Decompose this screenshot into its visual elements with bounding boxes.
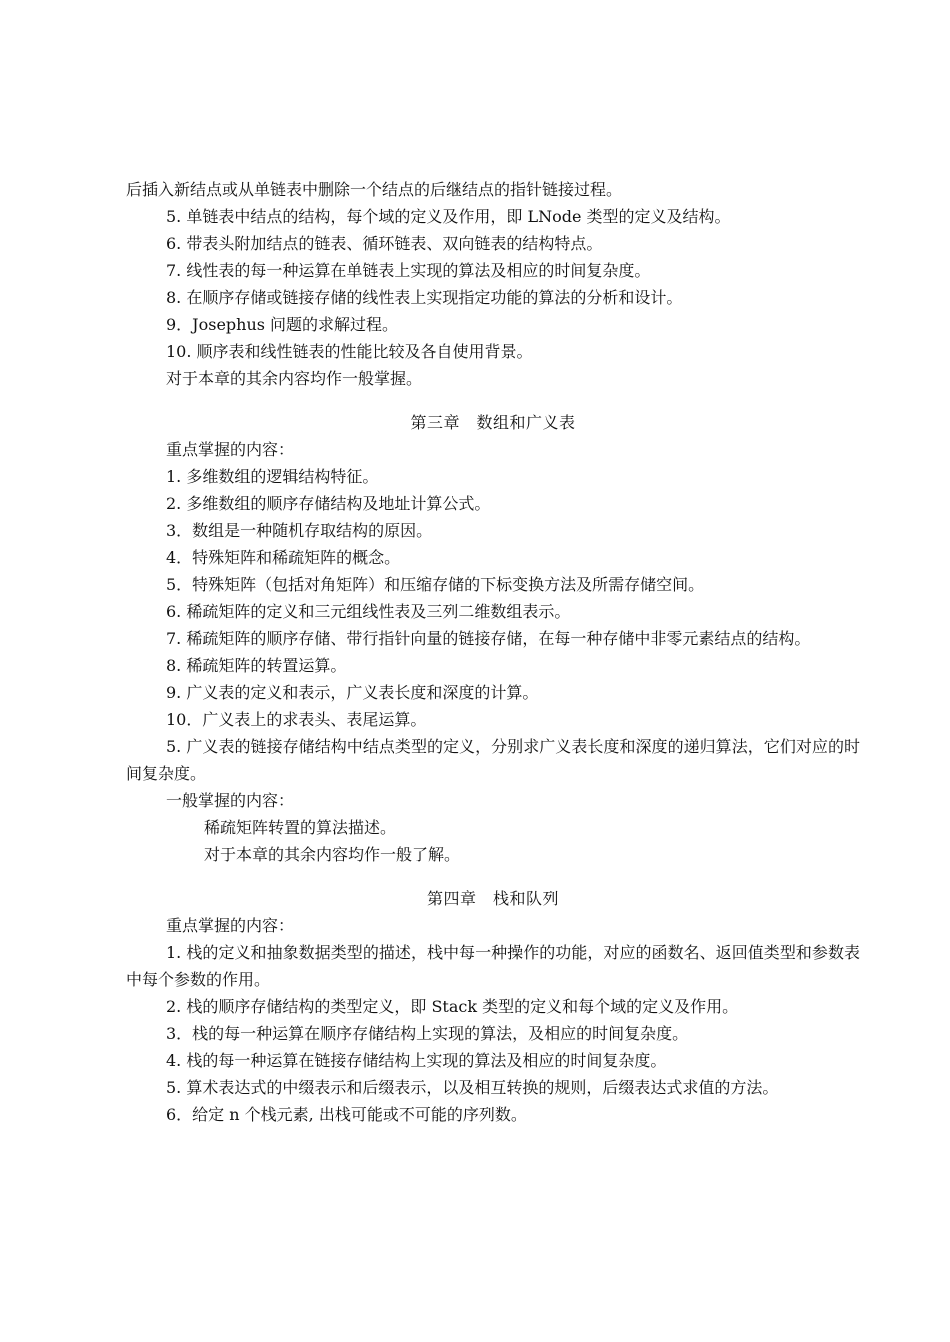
list-item: 9. 广义表的定义和表示，广义表长度和深度的计算。 — [166, 683, 539, 702]
section-heading: 重点掌握的内容： — [166, 916, 295, 935]
list-item: 3．数组是一种随机存取结构的原因。 — [166, 521, 433, 540]
list-item: 5. 算术表达式的中缀表示和后缀表示，以及相互转换的规则，后缀表达式求值的方法。 — [166, 1078, 779, 1097]
section-heading: 重点掌握的内容： — [166, 440, 295, 459]
list-item: 10. 顺序表和线性链表的性能比较及各自使用背景。 — [166, 342, 533, 361]
list-item: 6. 稀疏矩阵的定义和三元组线性表及三列二维数组表示。 — [166, 602, 571, 621]
list-item: 8. 在顺序存储或链接存储的线性表上实现指定功能的算法的分析和设计。 — [166, 288, 683, 307]
list-item: 6. 带表头附加结点的链表、循环链表、双向链表的结构特点。 — [166, 234, 603, 253]
general-item: 稀疏矩阵转置的算法描述。 — [204, 818, 397, 837]
chapter-title: 第三章 数组和广义表 — [410, 413, 576, 432]
list-item: 7. 稀疏矩阵的顺序存储、带行指针向量的链接存储，在每一种存储中非零元素结点的结构。 — [166, 629, 811, 648]
list-item: 2. 多维数组的顺序存储结构及地址计算公式。 — [166, 494, 491, 513]
chapter-title: 第四章 栈和队列 — [426, 889, 559, 908]
continuation-line: 后插入新结点或从单链表中删除一个结点的后继结点的指针链接过程。 — [126, 180, 623, 199]
list-item: 5. 单链表中结点的结构，每个域的定义及作用，即 LNode 类型的定义及结构。 — [166, 207, 731, 226]
list-item: 6．给定 n 个栈元素, 出栈可能或不可能的序列数。 — [166, 1105, 527, 1124]
list-item: 3．栈的每一种运算在顺序存储结构上实现的算法，及相应的时间复杂度。 — [166, 1024, 689, 1043]
document-page — [126, 176, 860, 1128]
closing-note: 对于本章的其余内容均作一般掌握。 — [166, 369, 423, 388]
general-item: 对于本章的其余内容均作一般了解。 — [204, 845, 461, 864]
list-item: 1. 多维数组的逻辑结构特征。 — [166, 467, 379, 486]
list-item: 8. 稀疏矩阵的转置运算。 — [166, 656, 347, 675]
list-item: 4. 栈的每一种运算在链接存储结构上实现的算法及相应的时间复杂度。 — [166, 1051, 667, 1070]
list-item: 4．特殊矩阵和稀疏矩阵的概念。 — [166, 548, 401, 567]
list-item: 2. 栈的顺序存储结构的类型定义，即 Stack 类型的定义和每个域的定义及作用。 — [166, 997, 739, 1016]
list-item: 5. 广义表的链接存储结构中结点类型的定义，分别求广义表长度和深度的递归算法，它们对应的时间复杂度。 — [126, 737, 860, 783]
list-item: 5．特殊矩阵（包括对角矩阵）和压缩存储的下标变换方法及所需存储空间。 — [166, 575, 705, 594]
list-item: 7. 线性表的每一种运算在单链表上实现的算法及相应的时间复杂度。 — [166, 261, 651, 280]
list-item: 10．广义表上的求表头、表尾运算。 — [166, 710, 427, 729]
list-item: 9．Josephus 问题的求解过程。 — [166, 315, 399, 334]
list-item: 1. 栈的定义和抽象数据类型的描述，栈中每一种操作的功能，对应的函数名、返回值类型和参数表中每个参数的作用。 — [126, 943, 860, 989]
section-heading: 一般掌握的内容： — [166, 791, 295, 810]
